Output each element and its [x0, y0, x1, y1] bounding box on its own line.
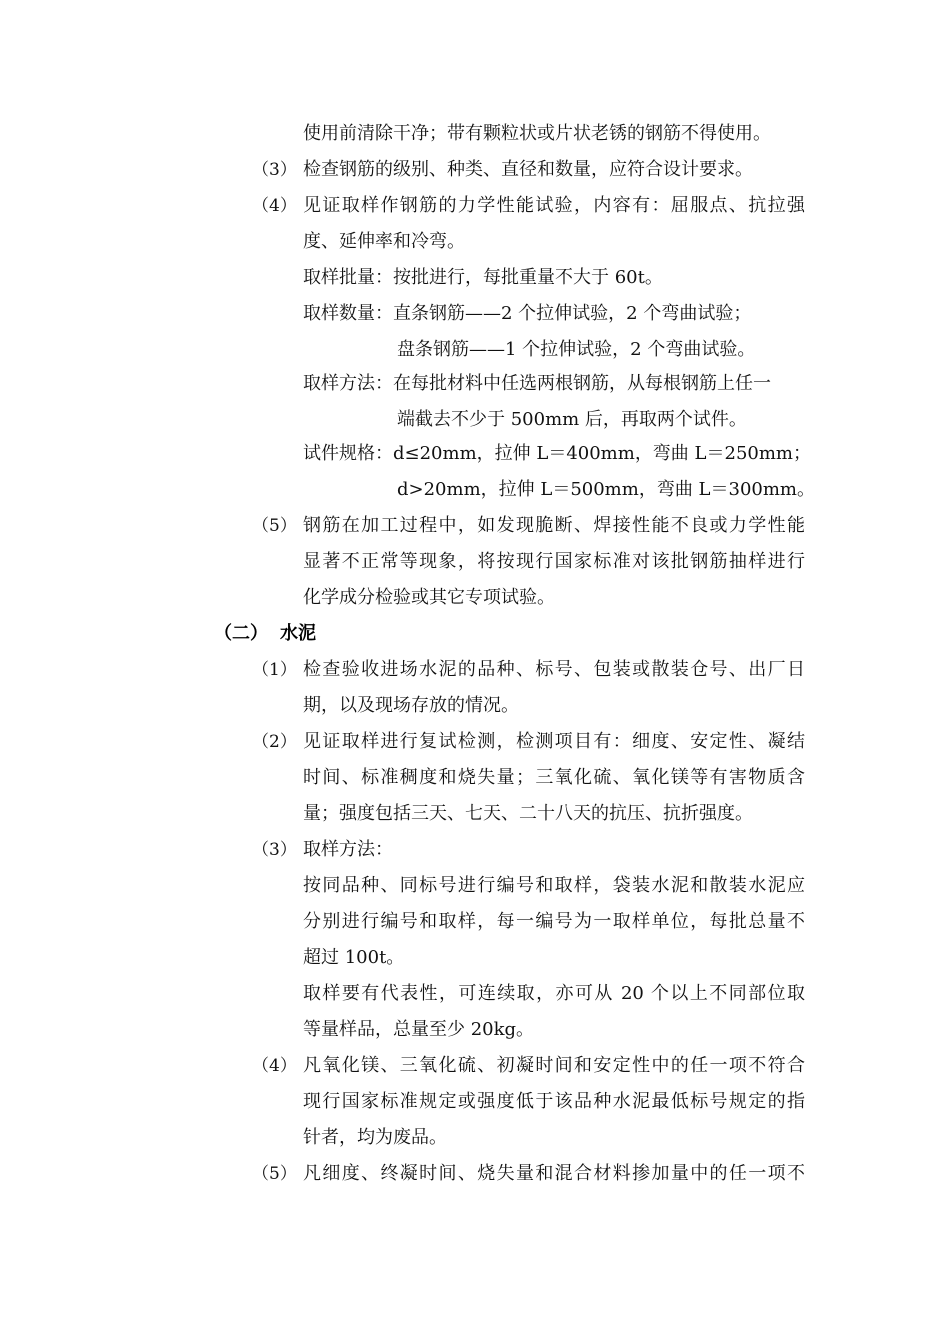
steel-p4-line2: 度、延伸率和冷弯。: [303, 231, 465, 252]
cement-p1-line2: 期，以及现场存放的情况。: [303, 695, 519, 716]
steel-p4-quantity-line1: 取样数量：直条钢筋——2 个拉伸试验，2 个弯曲试验；: [303, 303, 752, 324]
cement-p3-line3: 分别进行编号和取样，每一编号为一取样单位，每批总量不: [303, 911, 805, 932]
cement-p3-number: （3）: [252, 840, 297, 860]
cement-p2-line3: 量；强度包括三天、七天、二十八天的抗压、抗折强度。: [303, 803, 753, 824]
cement-p4-line3: 针者，均为废品。: [303, 1127, 447, 1148]
steel-p4-number: （4）: [252, 196, 297, 216]
cement-p4-line2: 现行国家标准规定或强度低于该品种水泥最低标号规定的指: [303, 1091, 805, 1112]
steel-p3-line1: 检查钢筋的级别、种类、直径和数量，应符合设计要求。: [303, 159, 753, 180]
cement-p3-line6: 等量样品，总量至少 20kg。: [303, 1019, 535, 1040]
steel-p5-line2: 显著不正常等现象，将按现行国家标准对该批钢筋抽样进行: [303, 551, 805, 572]
cement-heading-number: （二）: [214, 623, 268, 644]
cement-p3-line4: 超过 100t。: [303, 947, 405, 968]
steel-p5-number: （5）: [252, 516, 297, 536]
steel-p5-line1: 钢筋在加工过程中，如发现脆断、焊接性能不良或力学性能: [303, 515, 805, 536]
cement-p5-number: （5）: [252, 1164, 297, 1184]
steel-p4-method-line2: 端截去不少于 500mm 后，再取两个试件。: [397, 409, 747, 430]
cement-p4-number: （4）: [252, 1056, 297, 1076]
cement-p1-number: （1）: [252, 660, 297, 680]
cement-p1-line1: 检查验收进场水泥的品种、标号、包装或散装仓号、出厂日: [303, 659, 805, 680]
cement-p2-line2: 时间、标准稠度和烧失量；三氧化硫、氧化镁等有害物质含: [303, 767, 805, 788]
cement-p4-line1: 凡氧化镁、三氧化硫、初凝时间和安定性中的任一项不符合: [303, 1055, 805, 1076]
steel-p4-spec-line1: 试件规格：d≤20mm，拉伸 L＝400mm，弯曲 L＝250mm；: [303, 443, 811, 464]
cement-heading-title: 水泥: [280, 623, 316, 644]
cement-p3-line2: 按同品种、同标号进行编号和取样，袋装水泥和散装水泥应: [303, 875, 805, 896]
cement-p5-line1: 凡细度、终凝时间、烧失量和混合材料掺加量中的任一项不: [303, 1163, 805, 1184]
steel-p3-number: （3）: [252, 160, 297, 180]
cement-p2-number: （2）: [252, 732, 297, 752]
steel-p5-line3: 化学成分检验或其它专项试验。: [303, 587, 555, 608]
steel-p4-batch: 取样批量：按批进行，每批重量不大于 60t。: [303, 267, 663, 288]
steel-p4-line1: 见证取样作钢筋的力学性能试验，内容有：屈服点、抗拉强: [303, 195, 805, 216]
steel-p4-method-line1: 取样方法：在每批材料中任选两根钢筋，从每根钢筋上任一: [303, 373, 771, 394]
steel-p0-line1: 使用前清除干净；带有颗粒状或片状老锈的钢筋不得使用。: [303, 123, 771, 144]
cement-p3-line5: 取样要有代表性，可连续取，亦可从 20 个以上不同部位取: [303, 983, 805, 1004]
steel-p4-spec-line2: d>20mm，拉伸 L＝500mm，弯曲 L＝300mm。: [397, 479, 815, 500]
steel-p4-quantity-line2: 盘条钢筋——1 个拉伸试验，2 个弯曲试验。: [397, 339, 756, 360]
cement-p2-line1: 见证取样进行复试检测，检测项目有：细度、安定性、凝结: [303, 731, 805, 752]
cement-p3-line1: 取样方法：: [303, 839, 393, 860]
